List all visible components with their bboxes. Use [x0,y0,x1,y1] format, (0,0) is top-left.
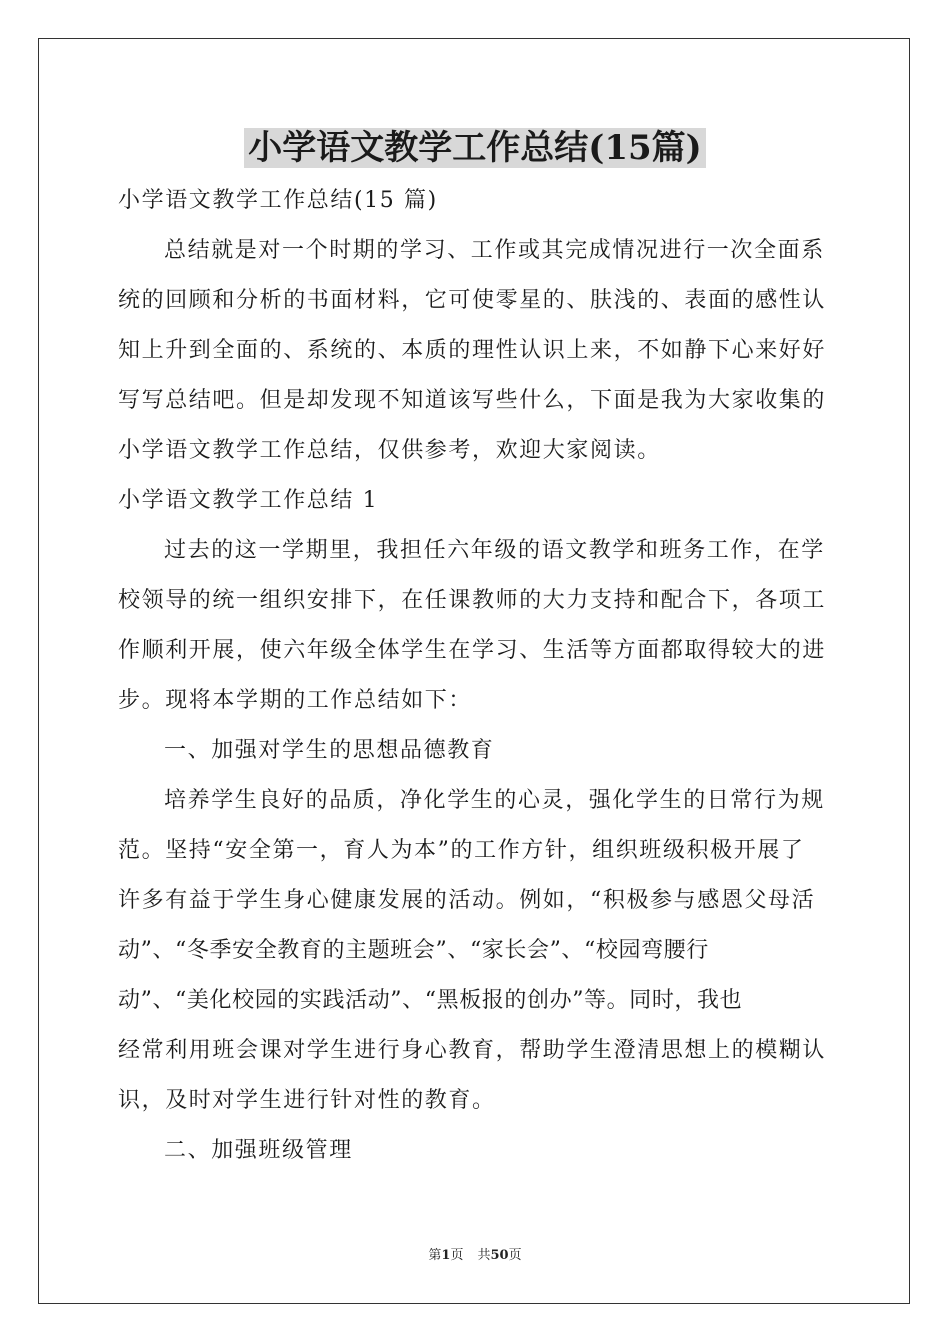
total-suffix: 页 [508,1248,522,1263]
paragraph-line: 动”、“冬季安全教育的主题班会”、“家长会”、“校园弯腰行 [118,938,709,963]
paragraph-line: 知上升到全面的、系统的、本质的理性认识上来，不如静下心来好好 [118,338,827,363]
page-prefix: 第 [428,1248,442,1263]
page-suffix: 页 [450,1248,464,1263]
total-pages: 50 [490,1248,509,1263]
subsection-heading: 二、加强班级管理 [164,1138,353,1163]
paragraph-line: 识，及时对学生进行针对性的教育。 [118,1088,496,1113]
subtitle-line: 小学语文教学工作总结(15 篇) [118,188,438,213]
section-heading: 小学语文教学工作总结 1 [118,488,379,513]
paragraph-line: 作顺利开展，使六年级全体学生在学习、生活等方面都取得较大的进 [118,638,827,663]
paragraph-line: 培养学生良好的品质，净化学生的心灵，强化学生的日常行为规 [164,788,825,813]
paragraph-line: 动”、“美化校园的实践活动”、“黑板报的创办”等。同时，我也 [118,988,743,1013]
paragraph-line: 校领导的统一组织安排下，在任课教师的大力支持和配合下，各项工 [118,588,827,613]
paragraph-line: 许多有益于学生身心健康发展的活动。例如，“积极参与感恩父母活 [118,888,816,913]
paragraph-line: 写写总结吧。但是却发现不知道该写些什么，下面是我为大家收集的 [118,388,827,413]
paragraph-line: 总结就是对一个时期的学习、工作或其完成情况进行一次全面系 [164,238,825,263]
page-footer [0,1246,950,1266]
title-highlight: 小学语文教学工作总结(15篇) [244,128,706,168]
paragraph-line: 步。现将本学期的工作总结如下： [118,688,473,713]
paragraph-line: 经常利用班会课对学生进行身心教育，帮助学生澄清思想上的模糊认 [118,1038,827,1063]
paragraph-line: 范。坚持“安全第一，育人为本”的工作方针，组织班级积极开展了 [118,838,805,863]
total-prefix: 共 [477,1248,491,1263]
document-title [0,124,950,172]
paragraph-line: 统的回顾和分析的书面材料，它可使零星的、肤浅的、表面的感性认 [118,288,827,313]
paragraph-line: 过去的这一学期里，我担任六年级的语文教学和班务工作，在学 [164,538,825,563]
document-body [118,176,834,1176]
page-number: 1 [441,1248,451,1263]
subsection-heading: 一、加强对学生的思想品德教育 [164,738,495,763]
paragraph-line: 小学语文教学工作总结，仅供参考，欢迎大家阅读。 [118,438,661,463]
